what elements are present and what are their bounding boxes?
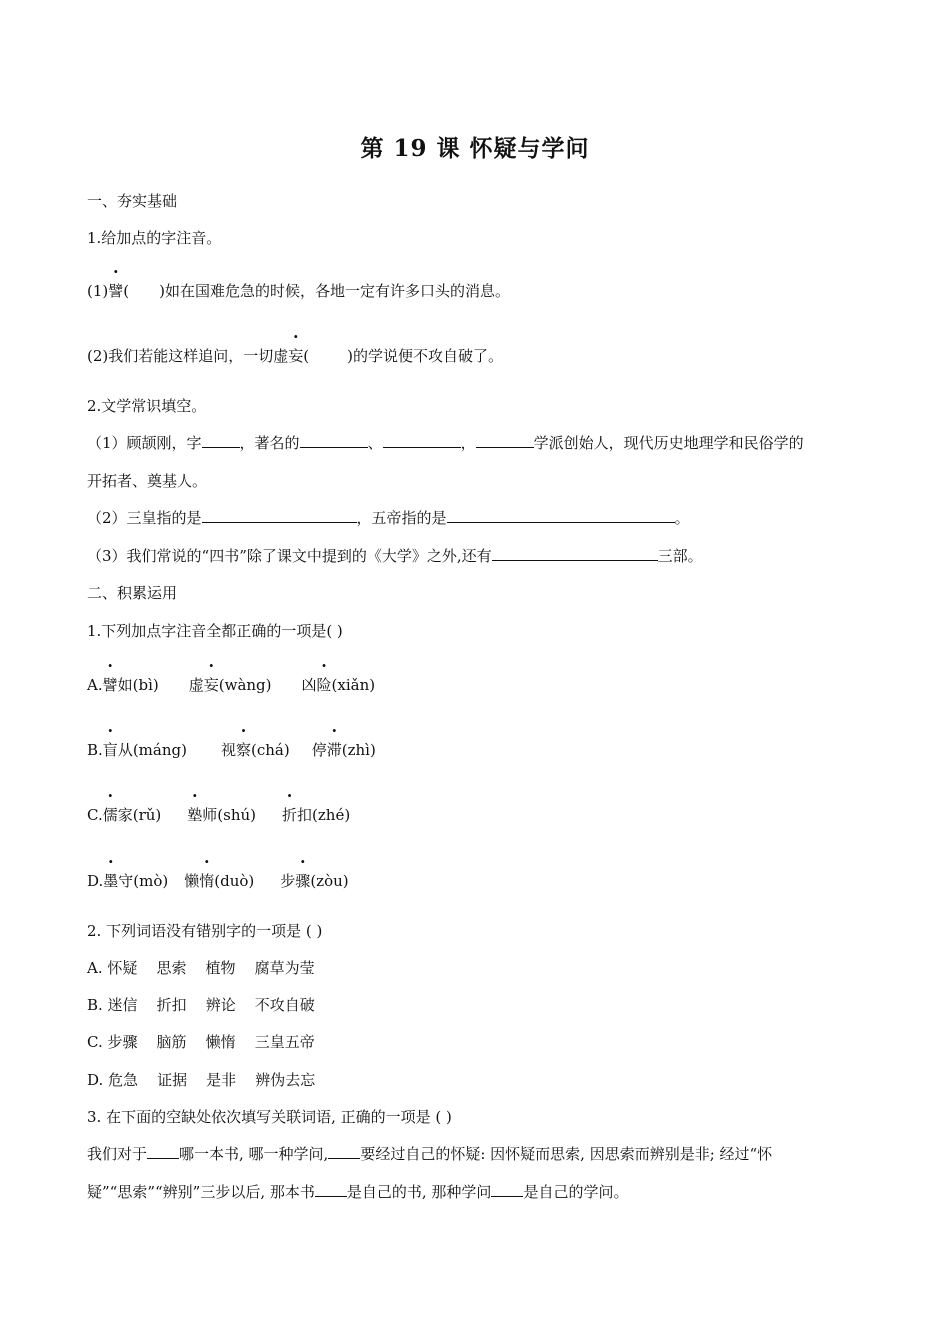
option-item bbox=[312, 741, 376, 759]
fill-blank[interactable] bbox=[328, 1144, 360, 1159]
text: （3）我们常说的“四书”除了课文中提到的《大学》之外,还有 bbox=[87, 547, 492, 565]
dotted-char: 妄 bbox=[288, 347, 304, 365]
dotted-char: 墨 bbox=[103, 872, 119, 890]
question-2-3-line-1 bbox=[87, 1144, 772, 1164]
text: (xiǎn) bbox=[331, 676, 376, 694]
text: (2)我们若能这样追问，一切虚 bbox=[87, 347, 289, 365]
dotted-char: 察 bbox=[235, 741, 251, 759]
dotted-char: 骤 bbox=[295, 872, 311, 890]
option-c[interactable] bbox=[87, 805, 350, 825]
option-item bbox=[221, 741, 290, 759]
question-1-2-stem: 2.文学常识填空。 bbox=[87, 397, 207, 415]
text: )如在国难危急的时候，各地一定有许多口头的消息。 bbox=[159, 282, 510, 300]
option-a[interactable] bbox=[87, 675, 375, 695]
text: 、 bbox=[367, 434, 383, 452]
text: ( bbox=[123, 282, 130, 300]
option-b[interactable] bbox=[87, 740, 376, 760]
question-2-2-stem: 2. 下列词语没有错别字的一项是 ( ) bbox=[87, 922, 323, 940]
fill-blank[interactable] bbox=[476, 433, 534, 448]
section-heading-1: 一、夯实基础 bbox=[87, 192, 178, 210]
text: 疑”“思索”“辨别”三步以后, 那本书 bbox=[87, 1183, 315, 1201]
question-1-1-stem: 1.给加点的字注音。 bbox=[87, 229, 222, 247]
text: 我们对于 bbox=[87, 1145, 148, 1163]
option-item bbox=[87, 806, 161, 824]
text: 师(shú) bbox=[202, 806, 257, 824]
option-d[interactable] bbox=[87, 871, 349, 891]
text: C. bbox=[87, 806, 103, 824]
option-item bbox=[87, 741, 187, 759]
dotted-char: 譬 bbox=[108, 282, 124, 300]
option-b[interactable]: B. 迷信 折扣 辨论 不攻自破 bbox=[87, 996, 315, 1014]
question-1-1-part-1 bbox=[87, 281, 510, 301]
text: 从(máng) bbox=[117, 741, 187, 759]
option-item bbox=[87, 676, 159, 694]
text: (wàng) bbox=[218, 676, 272, 694]
dotted-char: 儒 bbox=[102, 806, 118, 824]
text: ， bbox=[460, 434, 476, 452]
text: 视 bbox=[220, 741, 236, 759]
question-2-3-line-2 bbox=[87, 1182, 628, 1202]
text: 家(rǔ) bbox=[117, 806, 162, 824]
fill-blank[interactable] bbox=[202, 433, 240, 448]
question-1-2-line-2 bbox=[87, 508, 690, 528]
text: 如(bì) bbox=[117, 676, 159, 694]
page-title: 第 19 课 怀疑与学问 bbox=[360, 135, 590, 162]
option-item bbox=[87, 872, 168, 890]
option-item bbox=[282, 806, 350, 824]
fill-blank[interactable] bbox=[300, 433, 368, 448]
text: 是自己的学问。 bbox=[523, 1183, 629, 1201]
text: ( bbox=[303, 347, 310, 365]
text: （2）三皇指的是 bbox=[87, 509, 202, 527]
dotted-char: 滞 bbox=[326, 741, 342, 759]
text: 虚 bbox=[188, 676, 204, 694]
fill-blank[interactable] bbox=[383, 433, 461, 448]
text: D. bbox=[87, 872, 104, 890]
text: (zòu) bbox=[310, 872, 349, 890]
text: (zhì) bbox=[341, 741, 376, 759]
text: 要经过自己的怀疑: 因怀疑而思索, 因思索而辨别是非; 经过“怀 bbox=[360, 1145, 773, 1163]
option-item bbox=[184, 872, 254, 890]
question-2-3-stem: 3. 在下面的空缺处依次填写关联词语, 正确的一项是 ( ) bbox=[87, 1108, 452, 1126]
option-item bbox=[302, 676, 376, 694]
dotted-char: 妄 bbox=[203, 676, 219, 694]
text: 凶 bbox=[301, 676, 317, 694]
text: B. bbox=[87, 741, 103, 759]
text: 哪一本书, 哪一种学问, bbox=[179, 1145, 329, 1163]
option-c[interactable]: C. 步骤 脑筋 懒惰 三皇五帝 bbox=[87, 1033, 315, 1051]
option-a[interactable]: A. 怀疑 思索 植物 腐草为莹 bbox=[87, 959, 315, 977]
dotted-char: 塾 bbox=[187, 806, 203, 824]
text: 步 bbox=[280, 872, 296, 890]
text: ，五帝指的是 bbox=[356, 509, 447, 527]
text: (duò) bbox=[214, 872, 255, 890]
dotted-char: 盲 bbox=[102, 741, 118, 759]
dotted-char: 折 bbox=[282, 806, 298, 824]
fill-blank[interactable] bbox=[491, 1182, 523, 1197]
text: A. bbox=[87, 676, 103, 694]
fill-blank[interactable] bbox=[447, 508, 675, 523]
text: 守(mò) bbox=[118, 872, 169, 890]
dotted-char: 惰 bbox=[199, 872, 215, 890]
dotted-char: 险 bbox=[316, 676, 332, 694]
text: )的学说便不攻自破了。 bbox=[347, 347, 503, 365]
question-1-2-line-3 bbox=[87, 546, 703, 566]
text: 三部。 bbox=[657, 547, 703, 565]
question-1-1-part-2 bbox=[87, 346, 503, 366]
section-heading-2: 二、积累运用 bbox=[87, 584, 178, 602]
text: 懒 bbox=[184, 872, 200, 890]
fill-blank[interactable] bbox=[492, 546, 658, 561]
text: 停 bbox=[311, 741, 327, 759]
option-d[interactable]: D. 危急 证据 是非 辨伪去忘 bbox=[87, 1071, 316, 1089]
question-1-2-line-1-cont: 开拓者、奠基人。 bbox=[87, 472, 208, 490]
text: 是自己的书, 那种学问 bbox=[346, 1183, 492, 1201]
text: (chá) bbox=[250, 741, 290, 759]
option-item bbox=[187, 806, 256, 824]
option-item bbox=[189, 676, 272, 694]
fill-blank[interactable] bbox=[147, 1144, 179, 1159]
text: 扣(zhé) bbox=[297, 806, 351, 824]
text: (1) bbox=[87, 282, 109, 300]
text: ，著名的 bbox=[239, 434, 300, 452]
fill-blank[interactable] bbox=[315, 1182, 347, 1197]
text: 。 bbox=[674, 509, 690, 527]
text: （1）顾颉刚，字 bbox=[87, 434, 202, 452]
dotted-char: 譬 bbox=[102, 676, 118, 694]
fill-blank[interactable] bbox=[202, 508, 357, 523]
question-1-2-line-1 bbox=[87, 433, 804, 453]
question-2-1-stem: 1.下列加点字注音全都正确的一项是( ) bbox=[87, 622, 343, 640]
option-item bbox=[280, 872, 348, 890]
text: 学派创始人，现代历史地理学和民俗学的 bbox=[533, 434, 804, 452]
